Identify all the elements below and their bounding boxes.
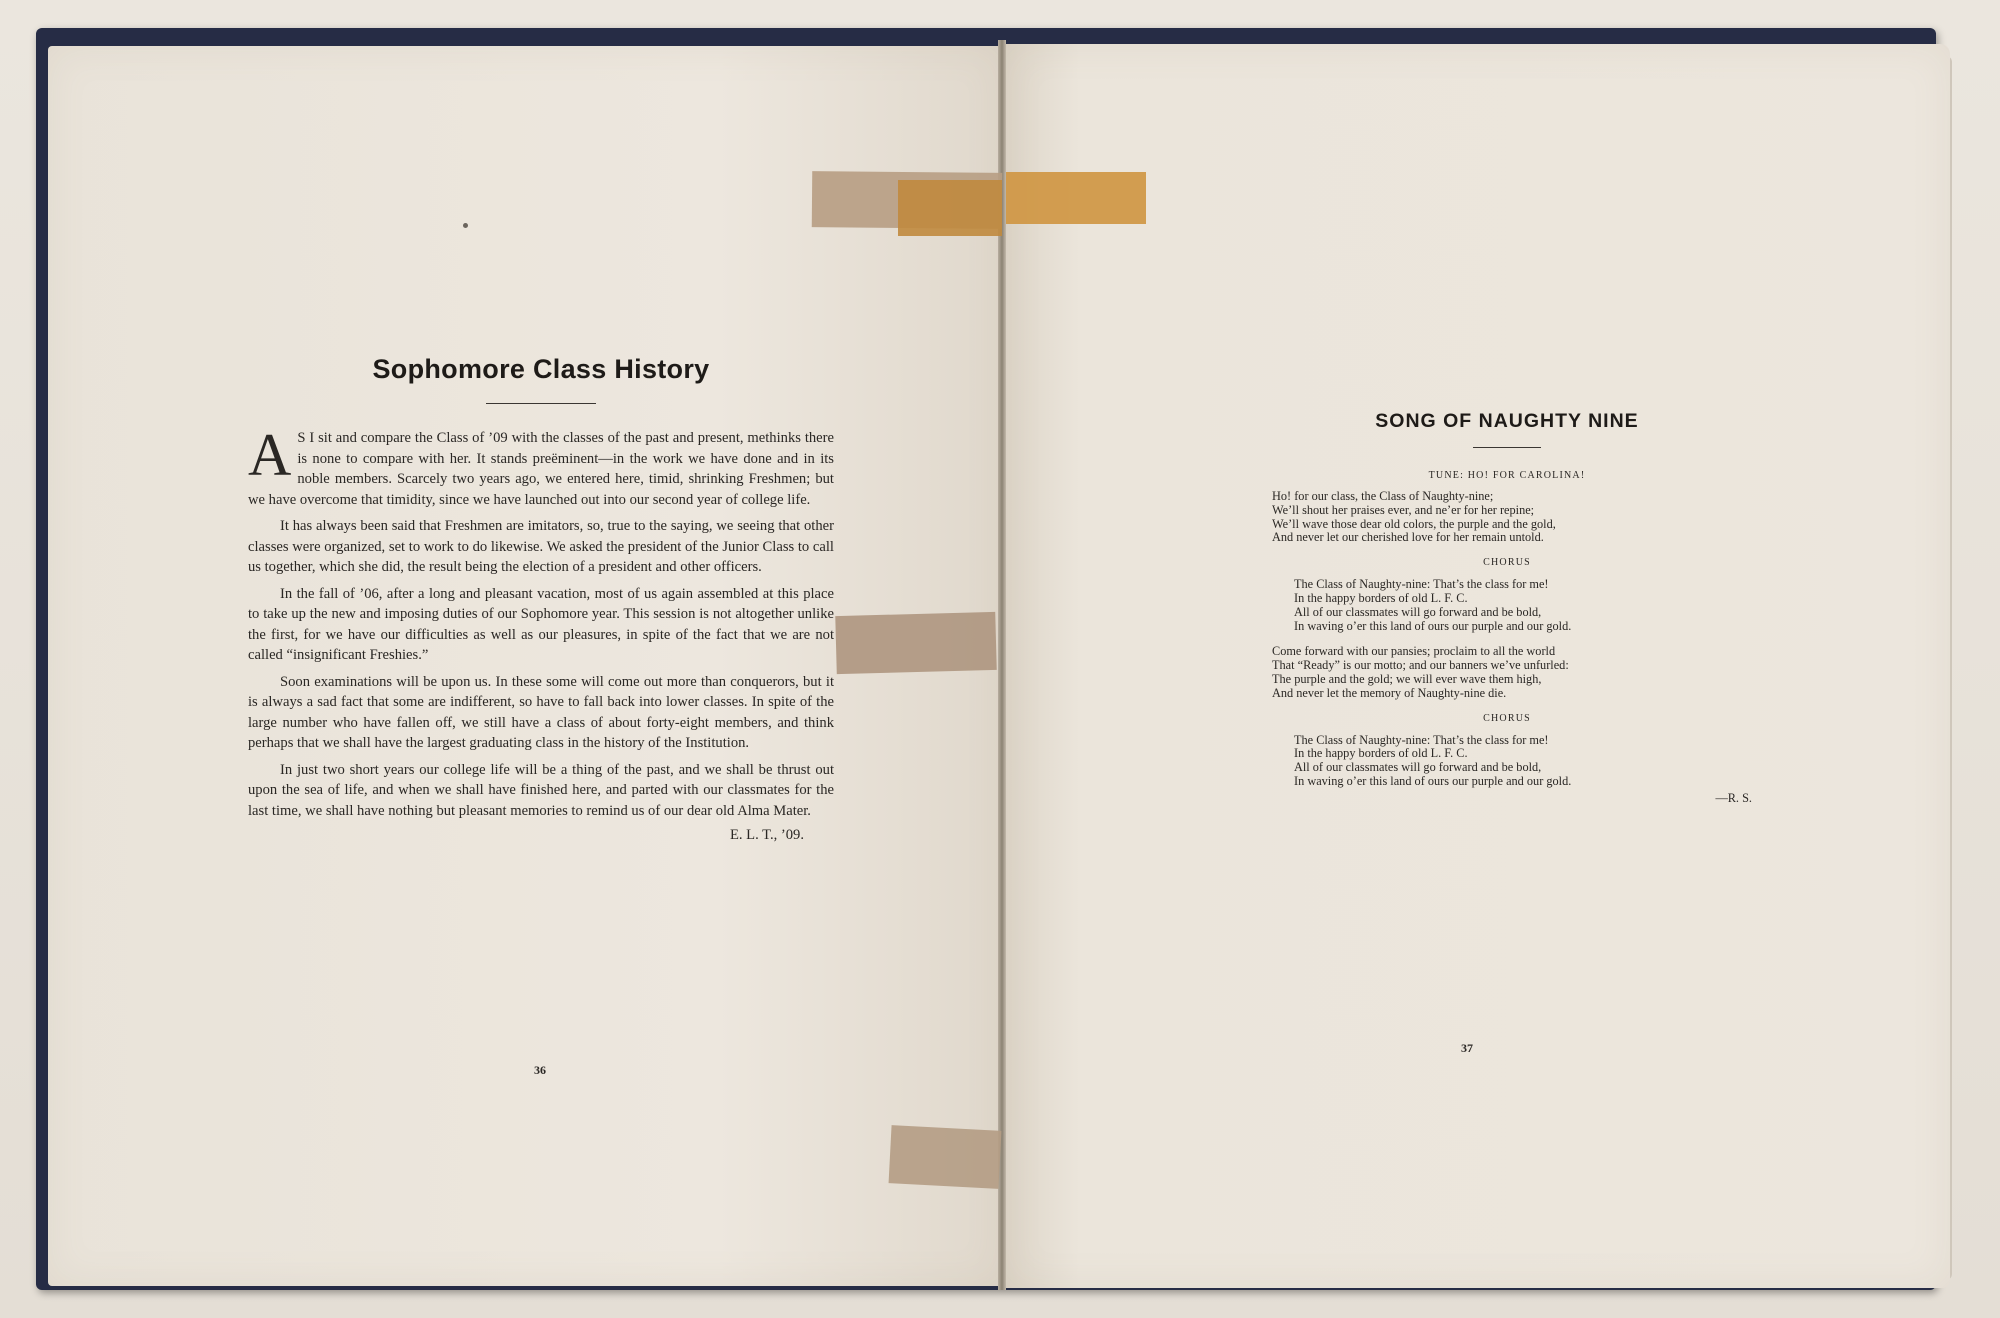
song-chorus xyxy=(1294,734,1742,789)
verse-line: And never let our cherished love for her remain untold. xyxy=(1272,530,1544,545)
drop-cap: A xyxy=(248,422,292,488)
verse-line: Ho! for our class, the Class of Naughty-nine; xyxy=(1272,489,1494,503)
song-tune: TUNE: HO! FOR CAROLINA! xyxy=(1428,470,1586,481)
chorus-label: CHORUS xyxy=(1483,712,1531,724)
chorus-line: The Class of Naughty-nine: That’s the class for me! xyxy=(1294,577,1549,592)
paragraph-text: S I sit and compare the Class of ’09 with the classes of the past and present, methinks there is none to compare with her. It stands preëminent—in the work we have done and in its noble members. Scarcely two years ago, we entered here, timid, shrinking Freshmen; but we have overcome that timidity, since we have launched out into our second year of college life. xyxy=(248,430,834,508)
paper-speck xyxy=(463,223,468,228)
song-title: SONG OF NAUGHTY NINE xyxy=(1375,410,1639,432)
verse-line: And never let the memory of Naughty-nine die. xyxy=(1272,685,1507,700)
verse-line: We’ll wave those dear old colors, the purple and the gold, xyxy=(1272,516,1556,531)
article-paragraph: In the fall of ’06, after a long and pleasant vacation, most of us again assembled at this place to take up the new and imposing duties of our Sophomore year. This session is not altogether unlike the first, for we have our difficulties as well as our pleasures, in spite of the fact that we are not called “insignificant Freshies.” xyxy=(248,585,834,663)
song-signature: —R. S. xyxy=(1715,790,1752,805)
tape-strip xyxy=(1006,172,1146,224)
article-paragraph: Soon examinations will be upon us. In these some will come out more than conquerors, but it is always a sad fact that some are indifferent, so have to fall back into lower classes. In spite of the large number who have fallen off, we still have a class of about forty-eight members, and think perhaps that we shall have the largest graduating class in the history of the Institution. xyxy=(248,673,834,751)
verse-line: We’ll shout her praises ever, and ne’er for her repine; xyxy=(1272,502,1535,517)
verse-line: The purple and the gold; we will ever wave them high, xyxy=(1272,671,1542,686)
chorus-line: All of our classmates will go forward and be bold, xyxy=(1294,760,1542,775)
tape-strip xyxy=(889,1125,1002,1189)
author-signature: E. L. T., ’09. xyxy=(729,827,804,843)
chorus-line: The Class of Naughty-nine: That’s the class for me! xyxy=(1294,732,1549,747)
chorus-line: In the happy borders of old L. F. C. xyxy=(1294,746,1468,761)
page-number: 37 xyxy=(1461,1041,1473,1055)
song-verse xyxy=(1272,490,1742,545)
title-rule xyxy=(1473,447,1541,448)
chorus-label: CHORUS xyxy=(1483,557,1531,569)
chorus-line: In waving o’er this land of ours our purple and our gold. xyxy=(1294,773,1572,788)
verse-line: That “Ready” is our motto; and our banners we’ve unfurled: xyxy=(1272,658,1569,673)
page-number: 36 xyxy=(534,1063,546,1077)
article-paragraph xyxy=(248,422,834,510)
verse-line: Come forward with our pansies; proclaim to all the world xyxy=(1272,644,1556,659)
tape-strip xyxy=(835,612,996,674)
article-paragraph: In just two short years our college life will be a thing of the past, and we shall be thrust out upon the sea of life, and when we shall have finished here, and parted with our classmates for the last time, we shall have nothing but pleasant memories to remind us of our dear old Alma Mater. xyxy=(248,761,834,819)
tape-strip xyxy=(898,180,1002,236)
song-chorus xyxy=(1294,578,1742,633)
song-verse xyxy=(1272,645,1742,700)
article-paragraph: It has always been said that Freshmen are imitators, so, true to the saying, we seeing that other classes were organized, set to work to do likewise. We asked the president of the Junior Class to call us together, which she did, the result being the election of a president and other officers. xyxy=(248,518,834,575)
article-title: Sophomore Class History xyxy=(372,354,710,384)
left-article xyxy=(248,354,834,844)
chorus-line: In waving o’er this land of ours our purple and our gold. xyxy=(1294,618,1572,633)
chorus-line: All of our classmates will go forward and be bold, xyxy=(1294,604,1542,619)
song-block xyxy=(1272,410,1752,806)
chorus-line: In the happy borders of old L. F. C. xyxy=(1294,590,1468,605)
title-rule xyxy=(486,403,596,404)
